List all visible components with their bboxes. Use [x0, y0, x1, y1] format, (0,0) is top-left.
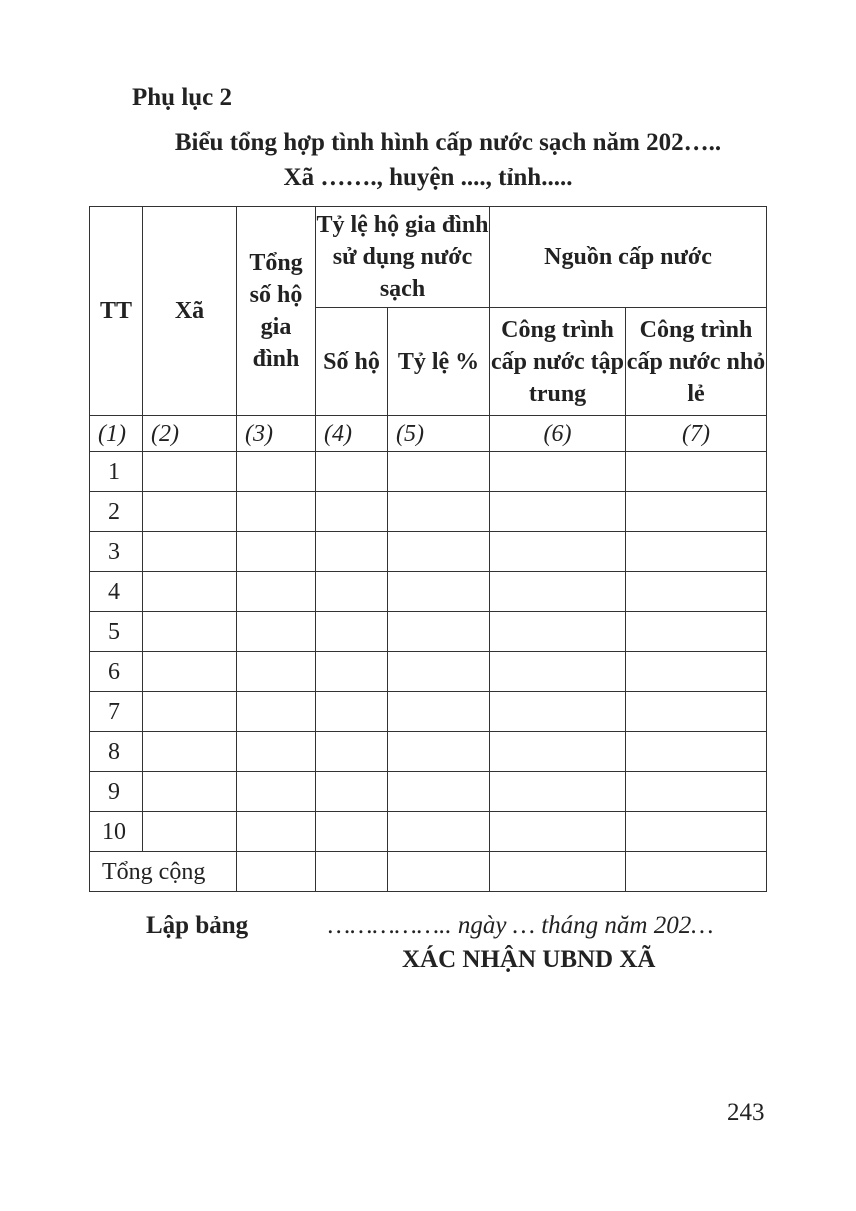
table-header-row	[90, 207, 767, 308]
table-cell	[490, 532, 626, 572]
table-cell	[490, 812, 626, 852]
document-subtitle: Xã ……., huyện ...., tỉnh.....	[283, 164, 573, 191]
page-number: 243	[727, 1099, 765, 1126]
table-cell	[143, 452, 237, 492]
table-row	[90, 492, 767, 532]
table-cell	[316, 772, 388, 812]
header-water-source: Nguồn cấp nước	[490, 207, 767, 308]
column-number: (5)	[388, 416, 490, 452]
table-cell	[388, 572, 490, 612]
table-cell	[237, 652, 316, 692]
table-cell	[626, 532, 767, 572]
header-household-count: Số hộ	[316, 308, 388, 416]
header-xa: Xã	[143, 207, 237, 416]
header-small-system: Công trình cấp nước nhỏ lẻ	[626, 308, 767, 416]
table-cell	[316, 492, 388, 532]
table-cell	[626, 452, 767, 492]
table-cell	[490, 852, 626, 892]
table-cell	[490, 572, 626, 612]
total-row	[90, 852, 767, 892]
table-cell	[316, 652, 388, 692]
table-cell	[237, 852, 316, 892]
table-cell	[626, 852, 767, 892]
table-cell	[626, 652, 767, 692]
row-number: 8	[90, 732, 143, 772]
table-cell	[626, 772, 767, 812]
table-cell	[490, 732, 626, 772]
header-percent: Tỷ lệ %	[388, 308, 490, 416]
table-cell	[143, 772, 237, 812]
column-number: (6)	[490, 416, 626, 452]
date-line: …………….. ngày … tháng năm 202…	[328, 912, 714, 939]
table-row	[90, 772, 767, 812]
table-cell	[316, 852, 388, 892]
header-clean-water-rate: Tỷ lệ hộ gia đình sử dụng nước sạch	[316, 207, 490, 308]
table-cell	[388, 812, 490, 852]
table-cell	[626, 692, 767, 732]
table-cell	[143, 612, 237, 652]
column-number: (4)	[316, 416, 388, 452]
table-cell	[316, 812, 388, 852]
table-cell	[143, 692, 237, 732]
table-row	[90, 532, 767, 572]
table-row	[90, 652, 767, 692]
table-cell	[388, 852, 490, 892]
table-cell	[316, 452, 388, 492]
table-cell	[237, 572, 316, 612]
document-title: Biểu tổng hợp tình hình cấp nước sạch năm 202…..	[174, 129, 722, 156]
table-cell	[626, 732, 767, 772]
table-cell	[143, 732, 237, 772]
table-cell	[490, 452, 626, 492]
table-cell	[490, 692, 626, 732]
table-cell	[237, 812, 316, 852]
header-central-system: Công trình cấp nước tập trung	[490, 308, 626, 416]
prepared-by-label: Lập bảng	[146, 912, 249, 939]
row-number: 10	[90, 812, 143, 852]
row-number: 9	[90, 772, 143, 812]
table-cell	[388, 652, 490, 692]
water-supply-summary-table	[89, 206, 767, 892]
table-cell	[316, 692, 388, 732]
table-cell	[388, 772, 490, 812]
row-number: 3	[90, 532, 143, 572]
column-number: (7)	[626, 416, 767, 452]
appendix-label: Phụ lục 2	[132, 84, 233, 111]
table-cell	[237, 492, 316, 532]
table-cell	[626, 612, 767, 652]
table-cell	[237, 532, 316, 572]
row-number: 7	[90, 692, 143, 732]
table-cell	[143, 532, 237, 572]
table-cell	[237, 692, 316, 732]
table-cell	[143, 652, 237, 692]
table-cell	[143, 572, 237, 612]
table-row	[90, 612, 767, 652]
column-number: (1)	[90, 416, 143, 452]
table-cell	[388, 612, 490, 652]
table-cell	[316, 532, 388, 572]
table-cell	[316, 572, 388, 612]
table-cell	[490, 492, 626, 532]
table-cell	[490, 612, 626, 652]
table-row	[90, 452, 767, 492]
header-total-households: Tổng số hộ gia đình	[237, 207, 316, 416]
table-cell	[388, 532, 490, 572]
confirmation-label: XÁC NHẬN UBND XÃ	[402, 946, 656, 973]
table-cell	[626, 812, 767, 852]
table-cell	[237, 612, 316, 652]
row-number: 6	[90, 652, 143, 692]
table-cell	[143, 492, 237, 532]
total-label: Tổng cộng	[90, 852, 237, 892]
column-number: (2)	[143, 416, 237, 452]
table-cell	[388, 492, 490, 532]
table-row	[90, 572, 767, 612]
column-number-row	[90, 416, 767, 452]
table-row	[90, 692, 767, 732]
table-cell	[237, 772, 316, 812]
table-cell	[316, 732, 388, 772]
table-cell	[490, 652, 626, 692]
table-cell	[388, 732, 490, 772]
row-number: 1	[90, 452, 143, 492]
table-cell	[237, 452, 316, 492]
table-cell	[143, 812, 237, 852]
table-cell	[626, 492, 767, 532]
table-cell	[626, 572, 767, 612]
table-row	[90, 732, 767, 772]
row-number: 2	[90, 492, 143, 532]
row-number: 5	[90, 612, 143, 652]
header-tt: TT	[90, 207, 143, 416]
table-cell	[237, 732, 316, 772]
table-cell	[388, 452, 490, 492]
table-row	[90, 812, 767, 852]
row-number: 4	[90, 572, 143, 612]
table-cell	[316, 612, 388, 652]
column-number: (3)	[237, 416, 316, 452]
table-cell	[490, 772, 626, 812]
table-cell	[388, 692, 490, 732]
